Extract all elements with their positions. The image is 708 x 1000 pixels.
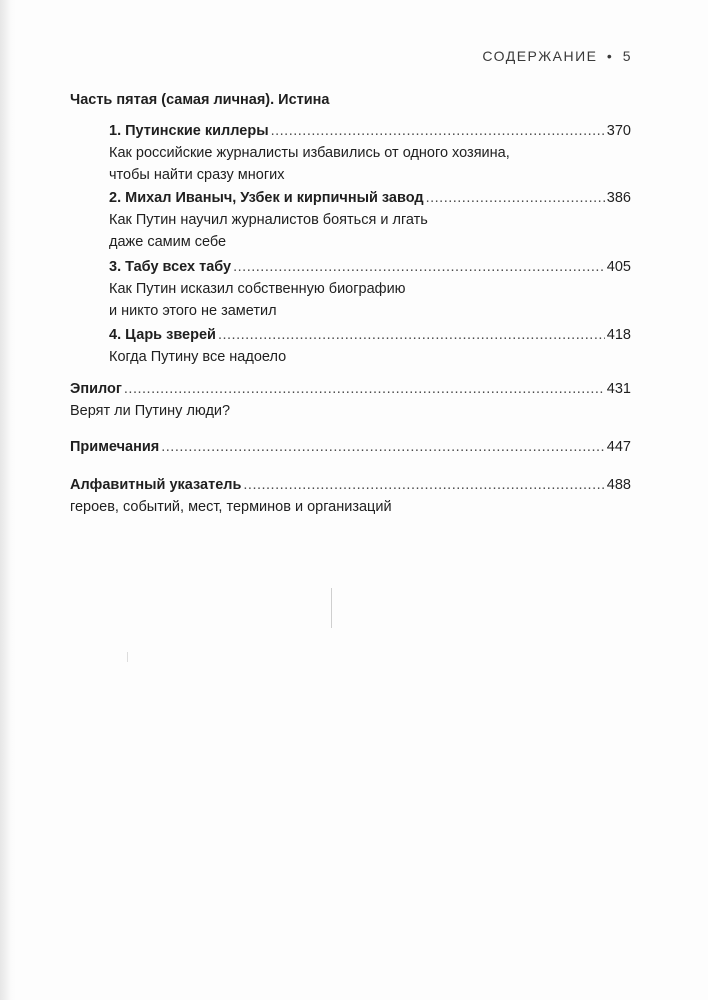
- page-gutter-shadow: [0, 0, 16, 1000]
- part-title: Часть пятая (самая личная). Истина: [70, 92, 330, 108]
- toc-entry-subtitle: героев, событий, мест, терминов и организаций: [70, 499, 392, 515]
- scan-artifact-mark: [127, 652, 128, 662]
- leader-dots: [218, 324, 605, 346]
- scan-artifact-line: [331, 588, 332, 628]
- toc-entry-subtitle: Как Путин научил журналистов бояться и лгать: [109, 212, 428, 228]
- leader-dots: [271, 120, 605, 142]
- toc-entry-chapter-1[interactable]: [109, 120, 631, 186]
- toc-entry-index[interactable]: [70, 474, 631, 518]
- toc-entry-subtitle: даже самим себе: [109, 234, 227, 250]
- toc-entry-page: 405: [606, 259, 631, 275]
- toc-entry-title: 4. Царь зверей: [109, 327, 216, 343]
- toc-entry-chapter-3[interactable]: [109, 256, 631, 322]
- leader-dots: [426, 187, 605, 209]
- toc-entry-page: 418: [606, 327, 631, 343]
- toc-entry-subtitle: Когда Путину все надоело: [109, 349, 287, 365]
- leader-dots: [233, 256, 605, 278]
- toc-entry-chapter-2[interactable]: [109, 187, 631, 253]
- toc-entry-title: 2. Михал Иваныч, Узбек и кирпичный завод: [109, 190, 424, 206]
- leader-dots: [243, 474, 604, 496]
- toc-entry-page: 386: [606, 190, 631, 206]
- toc-entry-title: Примечания: [70, 439, 160, 455]
- toc-entry-subtitle: Верят ли Путину люди?: [70, 403, 231, 419]
- toc-entry-subtitle: Как российские журналисты избавились от одного хозяина,: [109, 145, 510, 161]
- toc-entry-title: 1. Путинские киллеры: [109, 123, 269, 139]
- toc-entry-page: 431: [606, 381, 631, 397]
- toc-entry-subtitle: Как Путин исказил собственную биографию: [109, 281, 406, 297]
- header-page-number: 5: [622, 48, 632, 64]
- toc-entry-subtitle: и никто этого не заметил: [109, 303, 277, 319]
- running-header: [482, 48, 632, 64]
- toc-entry-page: 488: [606, 477, 631, 493]
- toc-entry-page: 447: [606, 439, 631, 455]
- toc-entry-title: 3. Табу всех табу: [109, 259, 232, 275]
- header-section-title: СОДЕРЖАНИЕ: [482, 48, 598, 64]
- toc-entry-title: Эпилог: [70, 381, 122, 397]
- toc-entry-title: Алфавитный указатель: [70, 477, 242, 493]
- toc-entry-epilogue[interactable]: [70, 378, 631, 422]
- header-separator: •: [606, 48, 614, 64]
- leader-dots: [161, 436, 605, 458]
- leader-dots: [124, 378, 605, 400]
- toc-entry-page: 370: [606, 123, 631, 139]
- toc-entry-subtitle: чтобы найти сразу многих: [109, 167, 285, 183]
- toc-entry-chapter-4[interactable]: [109, 324, 631, 368]
- toc-entry-notes[interactable]: [70, 436, 631, 458]
